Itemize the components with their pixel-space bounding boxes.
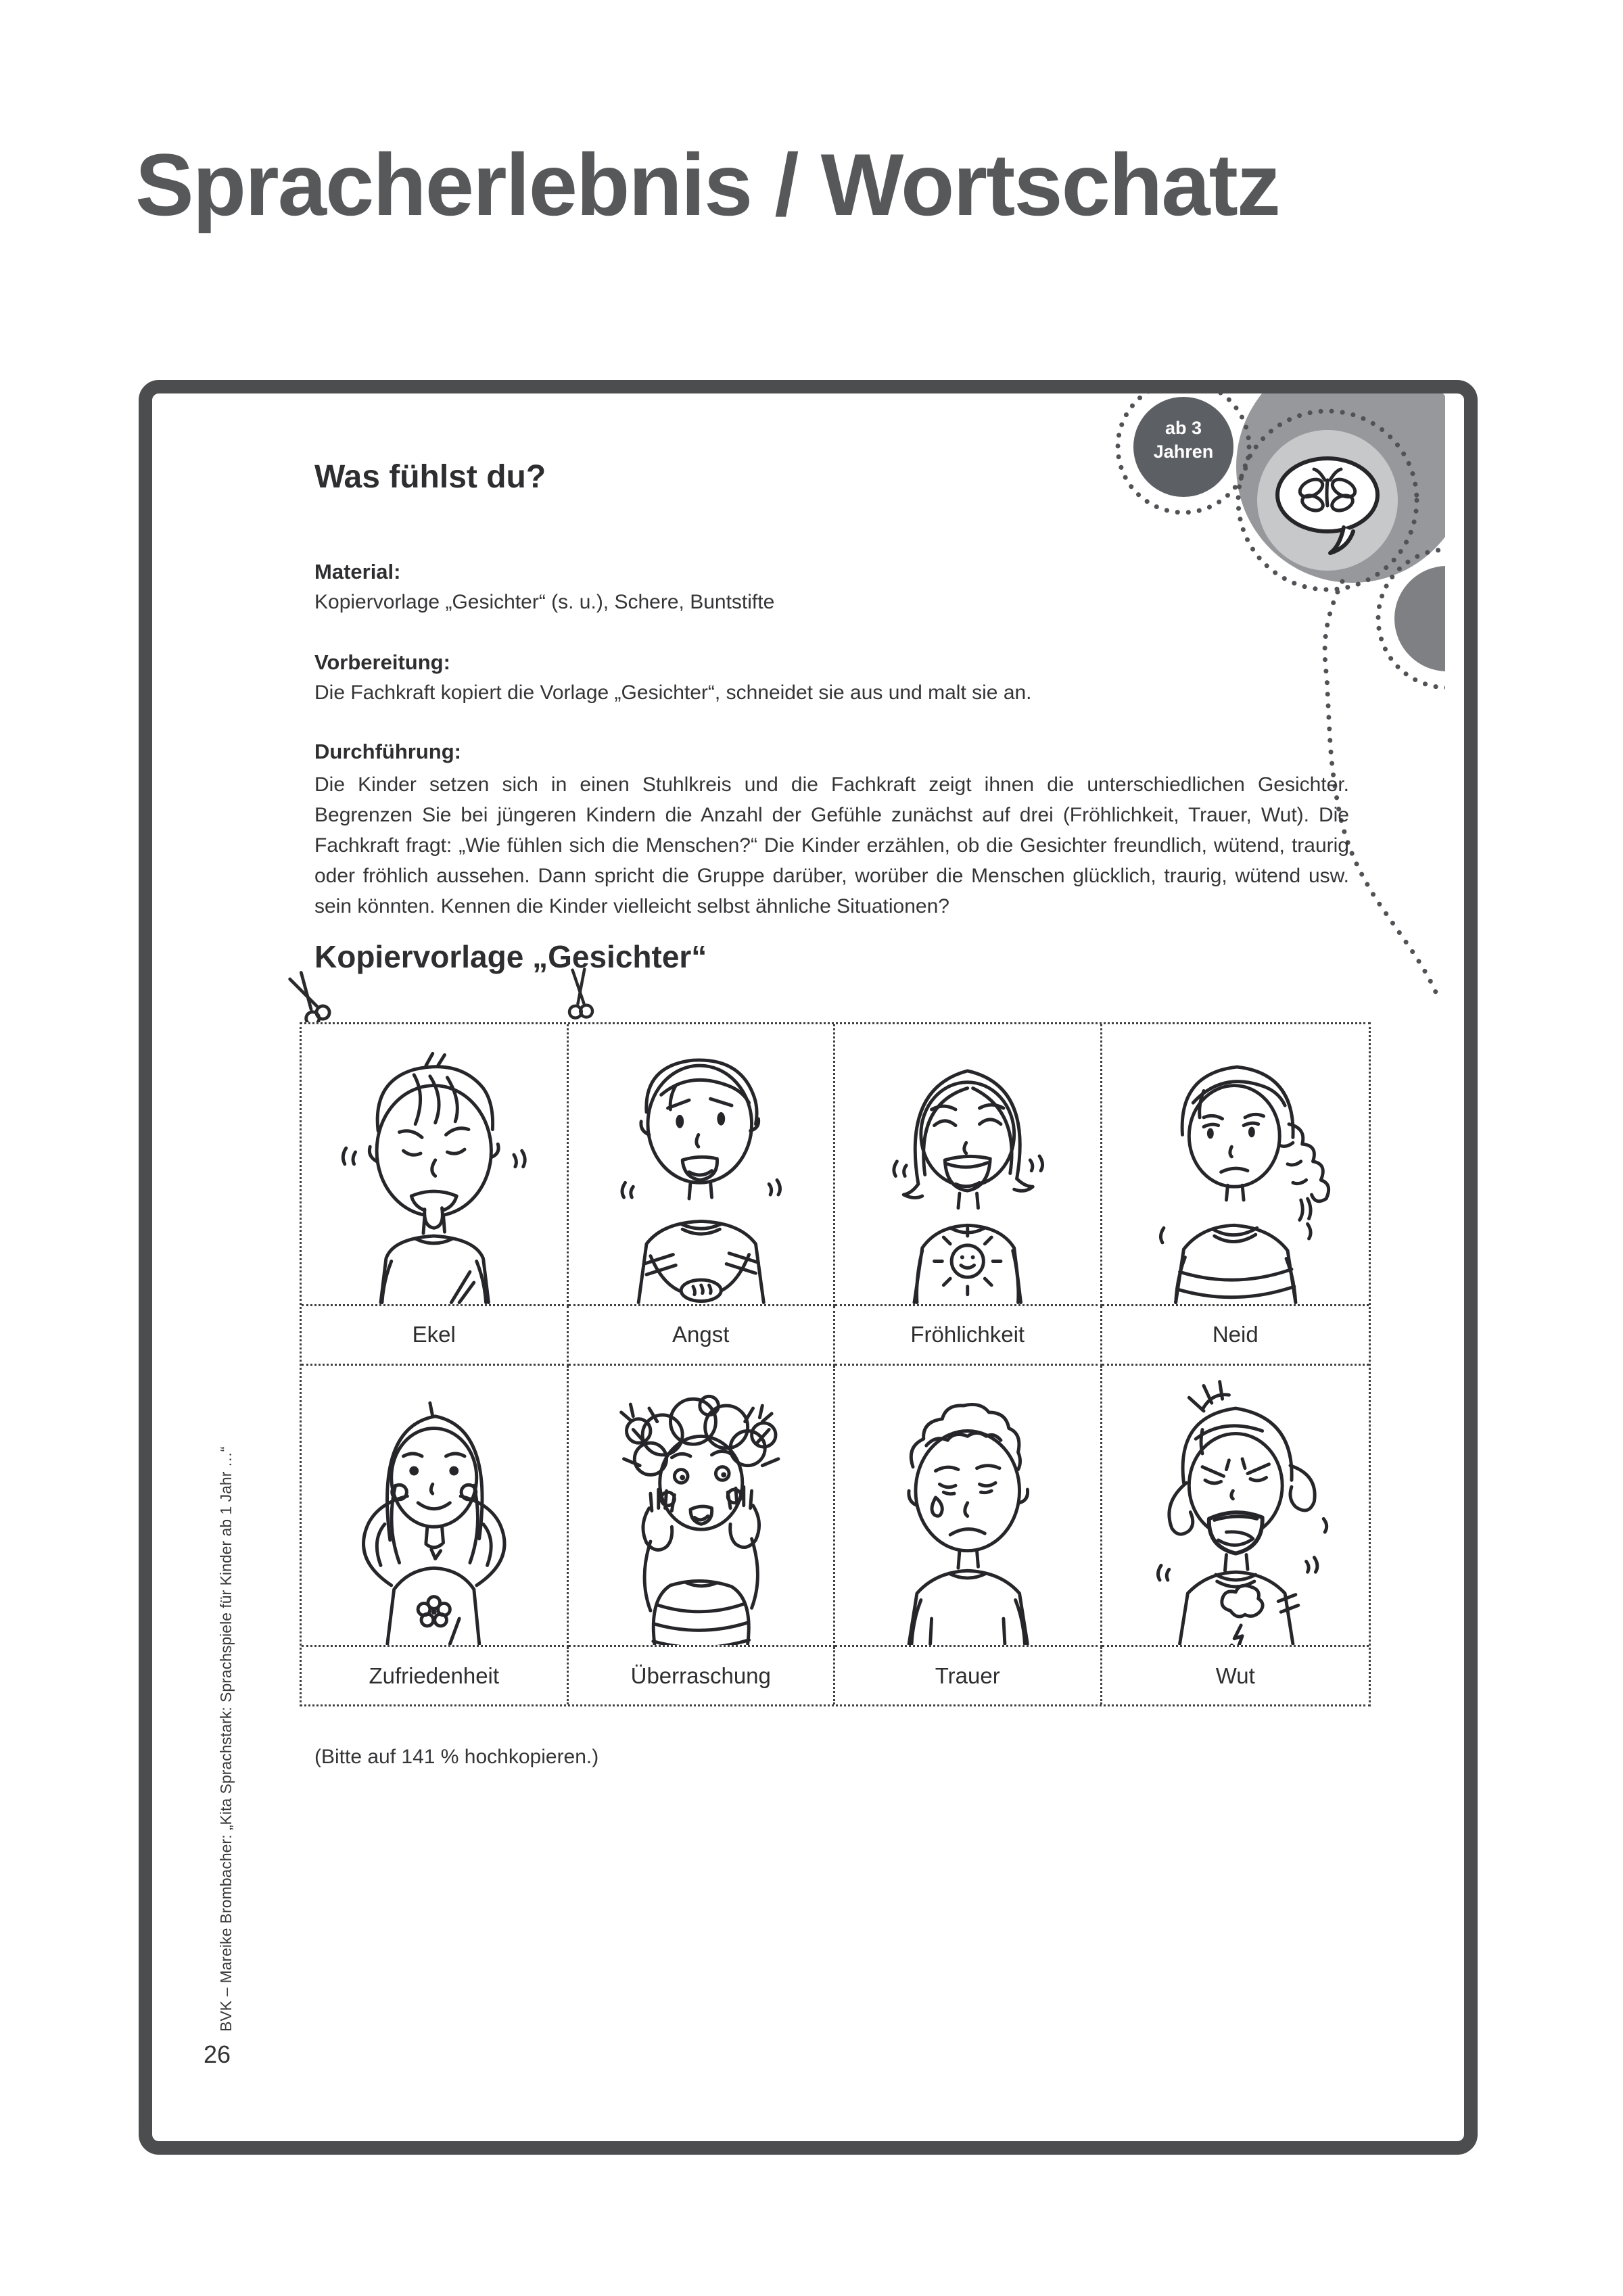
emotion-label bbox=[835, 1306, 1102, 1366]
face-cell-ueberraschung bbox=[569, 1366, 836, 1648]
material-label: Material: bbox=[314, 560, 401, 583]
corner-decoration bbox=[1085, 393, 1445, 1043]
emotion-label-text: Ekel bbox=[412, 1322, 456, 1347]
emotion-label bbox=[569, 1306, 836, 1366]
page-title: Spracherlebnis / Wortschatz bbox=[135, 135, 1279, 234]
emotion-label-text: Fröhlichkeit bbox=[910, 1322, 1025, 1347]
vorbereitung-text: Die Fachkraft kopiert die Vorlage „Gesichter“, schneidet sie aus und malt sie an. bbox=[314, 681, 1032, 704]
emotion-label-text: Trauer bbox=[935, 1663, 1000, 1688]
face-cell-zufriedenheit bbox=[302, 1366, 569, 1648]
emotion-label bbox=[1102, 1306, 1369, 1366]
dark-half-circle bbox=[1394, 566, 1445, 671]
sidebar-credit: BVK – Mareike Brombacher: „Kita Sprachstark: Sprachspiele für Kinder ab 1 Jahr …“ bbox=[217, 1446, 235, 2032]
scissors-icon bbox=[553, 963, 607, 1027]
emotion-label bbox=[835, 1647, 1102, 1704]
face-cell-angst bbox=[569, 1024, 836, 1306]
activity-card bbox=[139, 380, 1478, 2155]
durchfuehrung-label: Durchführung: bbox=[314, 740, 461, 763]
emotion-label-text: Wut bbox=[1215, 1663, 1255, 1688]
emotion-label bbox=[1102, 1647, 1369, 1704]
face-cell-neid bbox=[1102, 1024, 1369, 1306]
emotion-label-text: Neid bbox=[1212, 1322, 1259, 1347]
face-cell-wut bbox=[1102, 1366, 1369, 1648]
age-badge-line2: Jahren bbox=[1153, 441, 1214, 462]
activity-heading: Was fühlst du? bbox=[314, 459, 546, 495]
face-cell-trauer bbox=[835, 1366, 1102, 1648]
template-heading: Kopiervorlage „Gesichter“ bbox=[314, 939, 707, 974]
emotion-label bbox=[302, 1306, 569, 1366]
durchfuehrung-text: Die Kinder setzen sich in einen Stuhlkreis und die Fachkraft zeigt ihnen die unterschiedlichen Gesichter. Begrenzen Sie bei jüngeren Kindern die Anzahl der Gefühle zunächst auf drei (Fröhlichkeit, Trauer, Wut). Die Fachkraft fragt: „Wie fühlen sich die Menschen?“ Die Kinder erzählen, ob die Gesichter freundlich, wütend, traurig oder fröhlich aussehen. Dann spricht die Gruppe darüber, worüber die Menschen glücklich, traurig, wütend usw. sein könnten. Kennen die Kinder vielleicht selbst ähnliche Situationen? bbox=[314, 773, 1349, 917]
material-text: Kopiervorlage „Gesichter“ (s. u.), Schere, Buntstifte bbox=[314, 591, 775, 613]
emotion-label bbox=[569, 1647, 836, 1704]
emotion-label bbox=[302, 1647, 569, 1704]
emotion-label-text: Überraschung bbox=[630, 1663, 771, 1688]
age-badge-line1: ab 3 bbox=[1165, 418, 1202, 438]
page-number: 26 bbox=[204, 2040, 231, 2068]
copy-note: (Bitte auf 141 % hochkopieren.) bbox=[314, 1746, 599, 1768]
faces-table bbox=[300, 1022, 1371, 1706]
emotion-label-text: Zufriedenheit bbox=[369, 1663, 500, 1688]
age-badge bbox=[1120, 416, 1247, 464]
border-notch bbox=[1446, 396, 1478, 404]
face-cell-ekel bbox=[302, 1024, 569, 1306]
vorbereitung-label: Vorbereitung: bbox=[314, 650, 450, 674]
face-cell-froehlichkeit bbox=[835, 1024, 1102, 1306]
emotion-label-text: Angst bbox=[672, 1322, 730, 1347]
